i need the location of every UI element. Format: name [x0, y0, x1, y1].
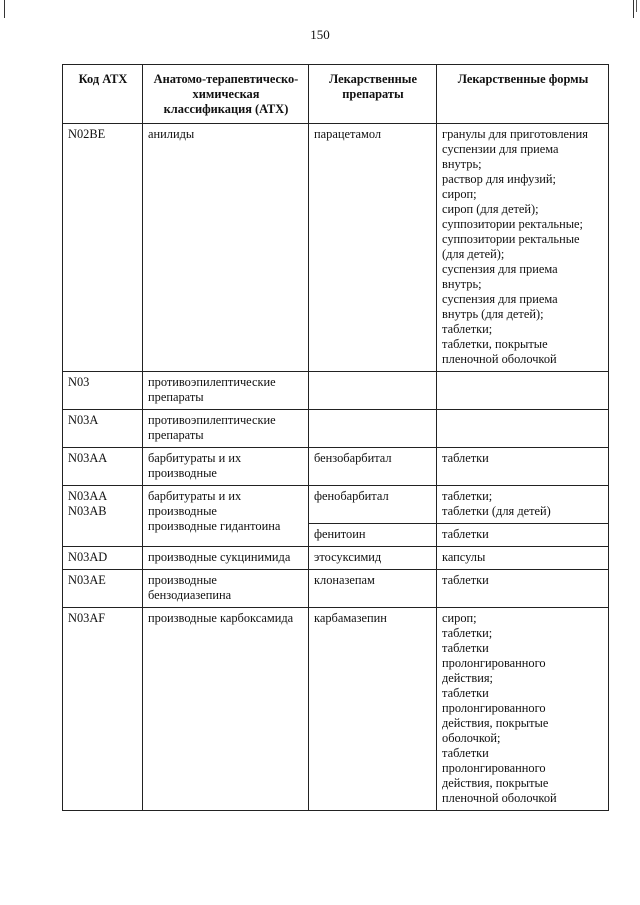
cell-text-line: внутрь; — [442, 277, 482, 291]
cell-text-line: химическая — [192, 87, 260, 101]
cell-text-line: суспензии для приема — [442, 142, 559, 156]
cell-text-line: производные гидантоина — [148, 519, 281, 533]
table-row — [63, 608, 609, 811]
cell-text-line: препараты — [148, 428, 204, 442]
atx-code-cell — [63, 372, 143, 410]
classification-cell — [143, 608, 309, 811]
drug-cell: бензобарбитал — [309, 448, 437, 486]
drug-cell — [309, 372, 437, 410]
cell-text-line: препараты — [342, 87, 404, 101]
cell-text-line: таблетки — [442, 527, 489, 541]
cell-text-line: оболочкой; — [442, 731, 501, 745]
cell-text-line: бензодиазепина — [148, 588, 232, 602]
cell-text-line: пролонгированного — [442, 761, 546, 775]
cell-text-line: пролонгированного — [442, 701, 546, 715]
drug-cell: этосуксимид — [309, 547, 437, 570]
table-row — [63, 372, 609, 410]
cell-text-line: классификация (АТХ) — [163, 102, 289, 116]
cell-text-line: N03AF — [68, 611, 106, 625]
cell-text-line: таблетки — [442, 451, 489, 465]
cell-text-line: таблетки; — [442, 626, 493, 640]
cell-text-line: N03AB — [68, 504, 107, 518]
cell-text-line: действия; — [442, 671, 493, 685]
cell-text-line: сироп; — [442, 187, 477, 201]
cell-text-line: N03A — [68, 413, 99, 427]
table-row — [63, 570, 609, 608]
cell-text-line: внутрь; — [442, 157, 482, 171]
atx-table — [62, 64, 609, 811]
cell-text-line: капсулы — [442, 550, 486, 564]
cell-text-line: производные карбоксамида — [148, 611, 294, 625]
forms-cell — [437, 372, 609, 410]
scan-edge-mark — [636, 0, 637, 12]
cell-text-line: таблетки — [442, 573, 489, 587]
header-forms: Лекарственные формы — [437, 65, 609, 124]
cell-text-line: внутрь (для детей); — [442, 307, 544, 321]
header-code: Код АТХ — [63, 65, 143, 124]
table-row — [63, 547, 609, 570]
atx-code-cell — [63, 486, 143, 547]
cell-text-line: пролонгированного — [442, 656, 546, 670]
forms-cell — [437, 570, 609, 608]
cell-text-line: Анатомо-терапевтическо- — [153, 72, 299, 86]
forms-cell — [437, 448, 609, 486]
cell-text-line: барбитураты и их — [148, 489, 242, 503]
cell-text-line: барбитураты и их — [148, 451, 242, 465]
classification-cell — [143, 448, 309, 486]
cell-text-line: N03AE — [68, 573, 106, 587]
atx-code-cell — [63, 448, 143, 486]
drug-cell: парацетамол — [309, 124, 437, 372]
atx-code-cell — [63, 608, 143, 811]
cell-text-line: суспензия для приема — [442, 292, 558, 306]
cell-text-line: производные — [148, 466, 217, 480]
cell-text-line: суппозитории ректальные; — [442, 217, 583, 231]
forms-cell — [437, 486, 609, 524]
cell-text-line: действия, покрытые — [442, 776, 549, 790]
table-row — [63, 448, 609, 486]
cell-text-line: противоэпилептические — [148, 375, 276, 389]
drug-cell: фенитоин — [309, 524, 437, 547]
cell-text-line: суспензия для приема — [442, 262, 558, 276]
scan-edge-mark — [4, 0, 5, 18]
cell-text-line: таблетки (для детей) — [442, 504, 551, 518]
drug-cell: карбамазепин — [309, 608, 437, 811]
cell-text-line: гранулы для приготовления — [442, 127, 588, 141]
classification-cell — [143, 486, 309, 547]
atx-code-cell — [63, 410, 143, 448]
cell-text-line: N03AD — [68, 550, 108, 564]
drug-cell — [309, 410, 437, 448]
cell-text-line: сироп (для детей); — [442, 202, 539, 216]
cell-text-line: препараты — [148, 390, 204, 404]
table-row — [63, 124, 609, 372]
cell-text-line: N03AA — [68, 489, 108, 503]
classification-cell — [143, 372, 309, 410]
cell-text-line: N03 — [68, 375, 90, 389]
classification-cell — [143, 410, 309, 448]
cell-text-line: противоэпилептические — [148, 413, 276, 427]
classification-cell — [143, 570, 309, 608]
atx-code-cell — [63, 547, 143, 570]
cell-text-line: таблетки — [442, 686, 489, 700]
cell-text-line: (для детей); — [442, 247, 505, 261]
table-row — [63, 486, 609, 524]
cell-text-line: таблетки, покрытые — [442, 337, 548, 351]
classification-cell — [143, 124, 309, 372]
cell-text-line: таблетки; — [442, 322, 493, 336]
forms-cell — [437, 524, 609, 547]
cell-text-line: Лекарственные — [329, 72, 417, 86]
cell-text-line: таблетки; — [442, 489, 493, 503]
drug-cell: клоназепам — [309, 570, 437, 608]
forms-cell — [437, 410, 609, 448]
cell-text-line: пленочной оболочкой — [442, 352, 557, 366]
cell-text-line: производные сукцинимида — [148, 550, 291, 564]
cell-text-line: производные — [148, 573, 217, 587]
table-row — [63, 410, 609, 448]
cell-text-line: таблетки — [442, 746, 489, 760]
forms-cell — [437, 547, 609, 570]
cell-text-line: сироп; — [442, 611, 477, 625]
scan-edge-mark — [633, 0, 634, 18]
header-classification — [143, 65, 309, 124]
forms-cell — [437, 608, 609, 811]
table-header-row — [63, 65, 609, 124]
forms-cell — [437, 124, 609, 372]
drug-cell: фенобарбитал — [309, 486, 437, 524]
classification-cell — [143, 547, 309, 570]
cell-text-line: действия, покрытые — [442, 716, 549, 730]
cell-text-line: таблетки — [442, 641, 489, 655]
cell-text-line: анилиды — [148, 127, 195, 141]
header-drugs — [309, 65, 437, 124]
cell-text-line: N02BE — [68, 127, 106, 141]
cell-text-line: пленочной оболочкой — [442, 791, 557, 805]
cell-text-line: N03AA — [68, 451, 108, 465]
atx-code-cell — [63, 570, 143, 608]
atx-code-cell — [63, 124, 143, 372]
cell-text-line: раствор для инфузий; — [442, 172, 556, 186]
page-number: 150 — [310, 27, 330, 42]
cell-text-line: производные — [148, 504, 217, 518]
cell-text-line: суппозитории ректальные — [442, 232, 580, 246]
